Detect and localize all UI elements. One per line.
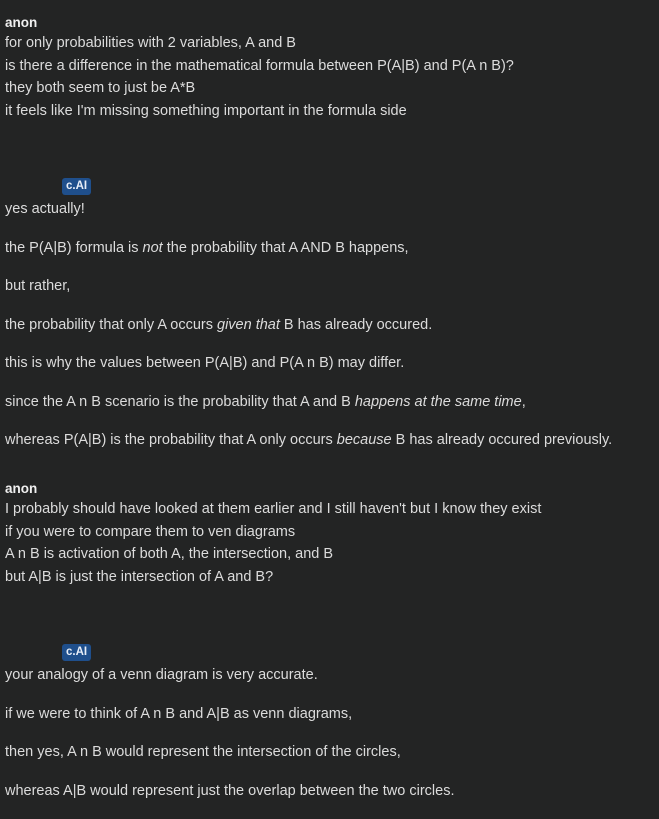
chat-thread	[5, 14, 655, 819]
ai-badge: c.AI	[62, 644, 91, 661]
user-message	[5, 480, 655, 588]
message-line: if you were to compare them to ven diagrams	[5, 523, 296, 540]
message-line: for only probabilities with 2 variables, A and B	[5, 35, 296, 51]
ai-message	[5, 177, 655, 450]
message-line: I probably should have looked at them earlier and I still haven't but I know they exist	[5, 501, 542, 517]
message-line: whereas P(A|B) is the probability that A only occurs because B has already occured previously.	[5, 432, 613, 448]
message-line: but rather,	[5, 278, 71, 294]
message-line: they both seem to just be A*B	[5, 80, 196, 96]
message-author: anon	[5, 15, 38, 30]
message-line: the probability that only A occurs given that B has already occured.	[5, 316, 433, 333]
message-line: is there a difference in the mathematical formula between P(A|B) and P(A n B)?	[5, 57, 514, 74]
ai-message	[5, 643, 655, 801]
message-line: if we were to think of A n B and A|B as venn diagrams,	[5, 705, 353, 722]
message-line: but A|B is just the intersection of A and B?	[5, 568, 274, 585]
message-line: the P(A|B) formula is not the probability that A AND B happens,	[5, 239, 409, 256]
message-line: then yes, A n B would represent the intersection of the circles,	[5, 744, 401, 760]
message-line: your analogy of a venn diagram is very accurate.	[5, 667, 318, 683]
message-line: since the A n B scenario is the probability that A and B happens at the same time,	[5, 393, 526, 410]
message-line: whereas A|B would represent just the overlap between the two circles.	[5, 782, 455, 799]
message-line: it feels like I'm missing something important in the formula side	[5, 102, 407, 119]
message-author: anon	[5, 481, 38, 496]
user-message	[5, 14, 655, 122]
message-line: A n B is activation of both A, the intersection, and B	[5, 546, 334, 562]
message-line: this is why the values between P(A|B) and P(A n B) may differ.	[5, 355, 405, 371]
message-line: yes actually!	[5, 201, 85, 217]
ai-badge: c.AI	[62, 178, 91, 195]
